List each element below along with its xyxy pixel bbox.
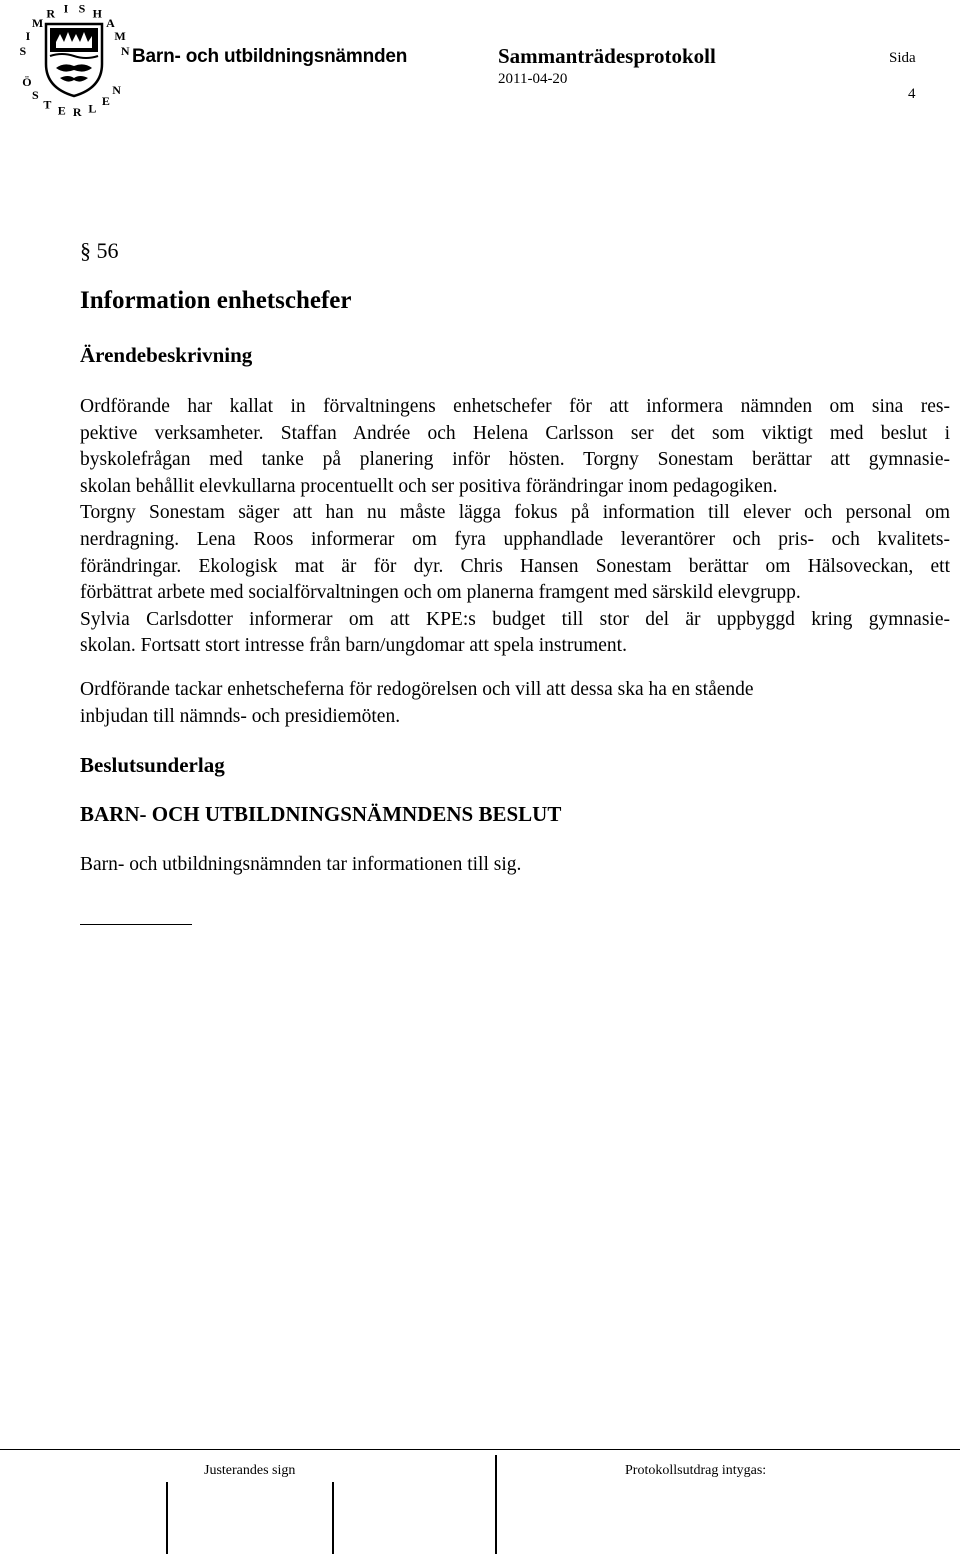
header-date: 2011-04-20 xyxy=(498,71,568,87)
paragraph-line: förbättrat arbete med socialförvaltningen och om planerna framgent med särskild elevgrupp. xyxy=(80,582,801,604)
logo-letter: I xyxy=(63,1,69,16)
logo-letter: L xyxy=(88,101,97,116)
paragraph-line: skolan. Fortsatt stort intresse från barn/ungdomar att spela instrument. xyxy=(80,635,627,657)
paragraph-line: byskolefrågan med tanke på planering inför hösten. Torgny Sonestam berättar att gymnasie- xyxy=(80,449,950,471)
logo-letter: S xyxy=(78,1,86,16)
paragraph-line: Torgny Sonestam säger att han nu måste lägga fokus på information till elever och personal om xyxy=(80,502,950,524)
header-page-number: 4 xyxy=(908,86,916,102)
logo-letter: I xyxy=(25,28,31,43)
logo-letter: S xyxy=(19,44,27,58)
header-organization: Barn- och utbildningsnämnden xyxy=(132,46,408,67)
logo-letter: M xyxy=(114,28,126,43)
logo-letter: R xyxy=(72,104,82,119)
signature-box-divider xyxy=(495,1455,497,1554)
footer-adjuster-label: Justerandes sign xyxy=(204,1463,296,1478)
paragraph-line: förändringar. Ekologisk mat är för dyr. Chris Hansen Sonestam berättar om Hälsoveckan, ett xyxy=(80,555,950,577)
paragraph-line: Sylvia Carlsdotter informerar om att KPE:s budget till stor del är uppbyggd kring gymnasie- xyxy=(80,608,950,630)
logo-letter: T xyxy=(43,97,52,112)
logo-letter: E xyxy=(57,103,66,118)
coat-of-arms-icon xyxy=(46,24,102,96)
decision-basis-heading: Beslutsunderlag xyxy=(80,753,225,777)
logo-letter: R xyxy=(46,6,56,21)
description-heading: Ärendebeskrivning xyxy=(80,343,253,367)
closing-paragraph xyxy=(80,677,950,730)
paragraph-line: Ordförande har kallat in förvaltningens enhetschefer för att informera nämnden om sina res- xyxy=(80,396,950,417)
section-number: § 56 xyxy=(80,238,119,263)
logo-ring-text xyxy=(19,2,129,119)
logo-letter: N xyxy=(120,44,130,58)
logo-letter: M xyxy=(31,15,44,30)
decision-text: Barn- och utbildningsnämnden tar informationen till sig. xyxy=(80,854,522,875)
paragraph-line: inbjudan till nämnds- och presidiemöten. xyxy=(80,705,401,727)
simrishamn-logo xyxy=(4,2,128,118)
signature-box-divider xyxy=(332,1482,334,1554)
logo-letter: A xyxy=(106,15,115,30)
paragraph-line: Ordförande tackar enhetscheferna för redogörelsen och vill att dessa ska ha en stående xyxy=(80,679,754,700)
paragraph-line: skolan behållit elevkullarna procentuellt och ser positiva förändringar inom pedagogiken. xyxy=(80,475,778,497)
signature-box-divider xyxy=(166,1482,168,1554)
logo-letter: H xyxy=(92,6,102,21)
paragraph-line: nerdragning. Lena Roos informerar om fyra upphandlade leverantörer och pris- och kvalitets- xyxy=(80,528,950,550)
logo-letter: N xyxy=(112,82,121,97)
end-rule xyxy=(80,924,192,925)
header-page-label: Sida xyxy=(889,50,916,66)
footer-rule xyxy=(0,1449,960,1450)
logo-letter: S xyxy=(32,87,39,102)
section-title: Information enhetschefer xyxy=(80,287,352,314)
header-protocol-title: Sammanträdesprotokoll xyxy=(498,44,716,68)
description-paragraph xyxy=(80,394,950,660)
paragraph-line: pektive verksamheter. Staffan Andrée och Helena Carlsson ser det som viktigt med beslut i xyxy=(80,422,950,444)
footer-extract-label: Protokollsutdrag intygas: xyxy=(625,1463,767,1478)
decision-heading: BARN- OCH UTBILDNINGSNÄMNDENS BESLUT xyxy=(80,802,562,826)
logo-letter: Ö xyxy=(22,75,32,89)
logo-letter: E xyxy=(101,94,110,109)
